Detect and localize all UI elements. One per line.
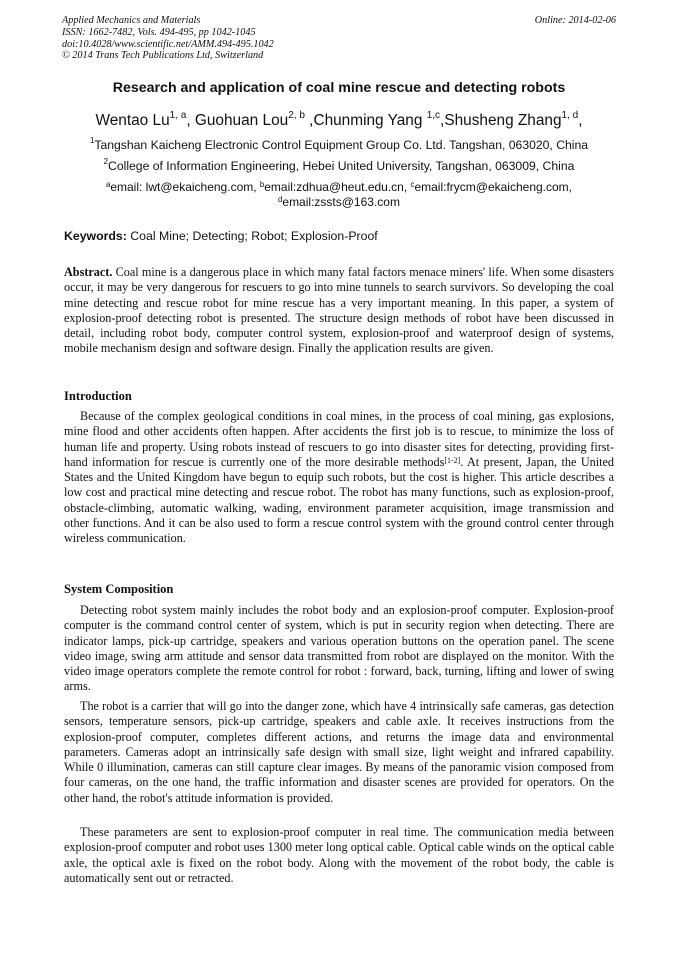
abstract-text: Coal mine is a dangerous place in which many fatal factors menace miners' life. When some disasters occur, it may be very dangerous for rescuers to go into mine tunnels to search survivors. So developing the coal mine detecting and rescue robot for mine rescue has a very important meaning. In this paper, a system of explosion-proof detecting robot is presented. The structure design methods of robot have been discussed in detail, including robot body, computer control system, explosion-proof and waterproof design of systems, mobile mechanism design and software design. Finally the application results are given. bbox=[64, 265, 614, 356]
abstract-paragraph bbox=[64, 265, 614, 357]
affiliation-1 bbox=[30, 138, 648, 152]
system-paragraph-1: Detecting robot system mainly includes the robot body and an explosion-proof computer. Explosion-proof computer is the command control center of system, which is put in security region when detecting. There are indicator lamps, pick-up cartridge, speakers and various operation buttons on the operation panel. The scene video image, swing arm attitude and sensor data transmitted from robot are displayed on the monitor. With the video image operators complete the remote control for robot : forward, back, turning, lifting and lower of swing arms. bbox=[64, 603, 614, 694]
copyright-line: © 2014 Trans Tech Publications Ltd, Switzerland bbox=[62, 50, 264, 62]
doi-line: doi:10.4028/www.scientific.net/AMM.494-495.1042 bbox=[62, 38, 274, 50]
journal-header bbox=[62, 15, 616, 62]
email-mark: d bbox=[278, 194, 283, 204]
author-separator: , bbox=[578, 112, 583, 129]
intro-paragraph bbox=[64, 409, 614, 547]
email-text: email:frycm@ekaicheng.com, bbox=[414, 180, 573, 194]
keywords-label: Keywords: bbox=[64, 229, 127, 243]
online-date: Online: 2014-02-06 bbox=[534, 15, 616, 26]
author-affil-mark: 1,c bbox=[426, 110, 441, 121]
email-text: email:zssts@163.com bbox=[282, 194, 400, 209]
email-mark: b bbox=[259, 180, 265, 189]
email-mark: c bbox=[410, 180, 415, 189]
keywords-line bbox=[64, 229, 378, 243]
author-name: Guohuan Lou bbox=[194, 112, 289, 129]
citation-ref: [1-2] bbox=[444, 455, 461, 465]
author-affil-mark: 1, a bbox=[169, 110, 187, 121]
intro-heading: Introduction bbox=[64, 389, 132, 403]
author-affil-mark: 2, b bbox=[288, 110, 305, 121]
system-heading: System Composition bbox=[64, 582, 174, 596]
system-paragraph-2: The robot is a carrier that will go into the danger zone, which have 4 intrinsically safe cameras, gas detection sensors, temperature sensors, pick-up cartridge, speakers and cable axle. It receives instructions from the explosion-proof computer, completes different actions, and returns the image data and environmental parameters. Cameras adopt an intrinsically safe design with small size, light weight and infrared capability. While 0 illumination, cameras can still capture clear images. By means of the panoramic vision composed from four cameras, on the one hand, the traffic information and disaster scenes are provided for operators. On the other hand, the robot's attitude information is provided. bbox=[64, 699, 614, 805]
author-separator: , bbox=[304, 112, 314, 129]
email-text: email: lwt@ekaicheng.com, bbox=[110, 180, 260, 194]
author-name: Chunming Yang bbox=[313, 112, 427, 129]
intro-text-a: Because of the complex geological conditions in coal mines, in the process of coal mining, gas explosions, mine flood and other accidents often happen. After accidents the first job is to rescue, to minimize the loss of human life and property. Using robots instead of rescuers to go into disaster sites for detecting, providing first-hand information for rescue is currently one of the more desirable methods bbox=[64, 409, 614, 469]
email-mark: a bbox=[105, 180, 111, 189]
system-paragraph-3: These parameters are sent to explosion-proof computer in real time. The communication media between explosion-proof computer and robot uses 1300 meter long optical cable. Optical cable winds on the optical cable axle, the optical axle is fixed on the robot body. Along with the movement of the robot body, the cable is automatically sent out or retracted. bbox=[64, 825, 614, 885]
affil-text: College of Information Engineering, Hebei United University, Tangshan, 063009, China bbox=[108, 159, 575, 173]
keywords-text: Coal Mine; Detecting; Robot; Explosion-Proof bbox=[126, 229, 378, 243]
author-separator: , bbox=[440, 112, 445, 129]
affil-text: Tangshan Kaicheng Electronic Control Equipment Group Co. Ltd. Tangshan, 063020, China bbox=[94, 138, 589, 152]
abstract-label: Abstract. bbox=[64, 265, 113, 279]
affiliation-2 bbox=[30, 159, 648, 173]
author-separator: , bbox=[186, 112, 195, 129]
author-name: Wentao Lu bbox=[95, 112, 170, 129]
issn-line: ISSN: 1662-7482, Vols. 494-495, pp 1042-1045 bbox=[62, 26, 256, 38]
email-list bbox=[30, 180, 648, 209]
author-name: Shusheng Zhang bbox=[444, 112, 562, 129]
author-affil-mark: 1, d bbox=[561, 110, 579, 121]
author-list bbox=[30, 112, 648, 130]
journal-name: Applied Mechanics and Materials bbox=[62, 15, 201, 26]
paper-title: Research and application of coal mine rescue and detecting robots bbox=[112, 80, 566, 96]
affil-mark: 1 bbox=[89, 136, 95, 145]
intro-text-b: . At present, Japan, the United States and the United Kingdom have begun to equip such robots, but the cost is higher. This article describes a low cost and practical mine detecting and rescue robot. The robot has many functions, such as explosion-proof, obstacle-climbing, automatic walking, wading, environment parameter acquisition, image transmission and other functions. And it can be also used to form a rescue control system with the ground control center through wireless communication. bbox=[64, 454, 614, 546]
email-text: email:zdhua@heut.edu.cn, bbox=[264, 180, 411, 194]
affil-mark: 2 bbox=[103, 157, 109, 166]
